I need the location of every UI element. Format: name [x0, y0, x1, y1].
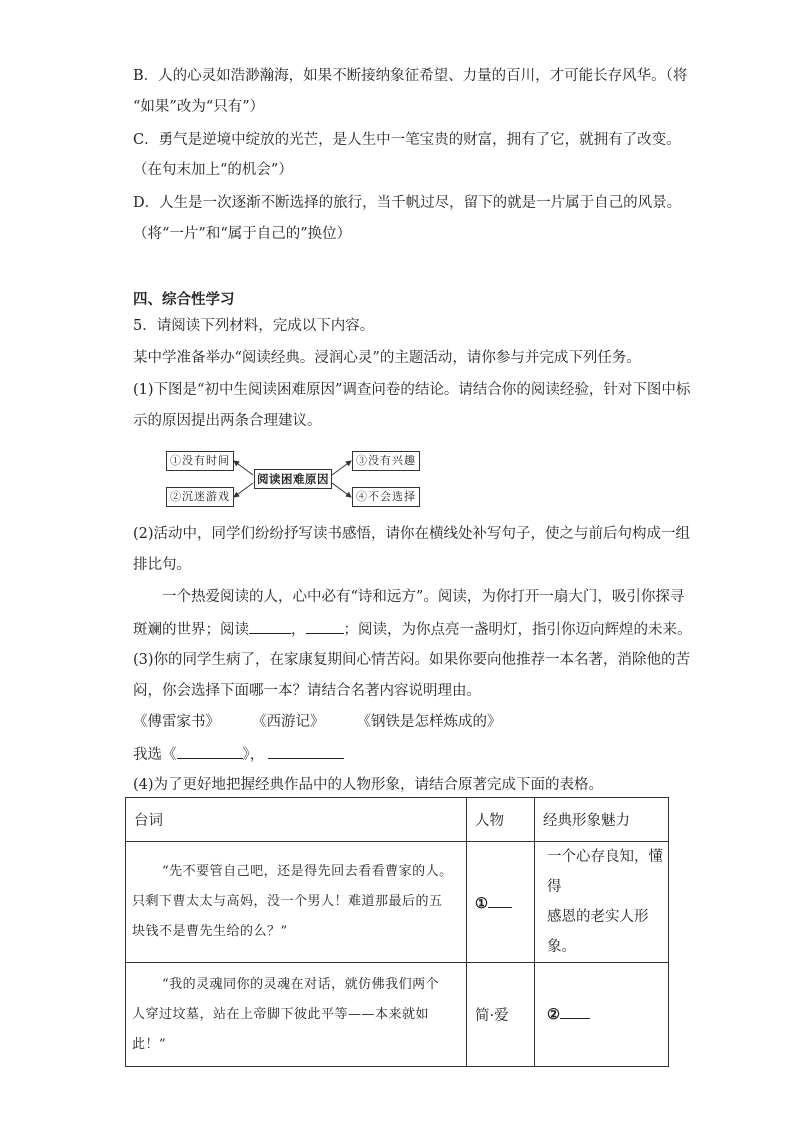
- part2-line2: 排比句。: [133, 557, 191, 573]
- row1-person-mark: ①: [475, 894, 488, 912]
- book-1: 《傅雷家书》: [133, 714, 220, 730]
- part3-line1: (3)你的同学生病了，在家康复期间心情苦闷。如果你要向他推荐一本名著，消除他的苦: [133, 652, 691, 668]
- reason-box-1: ①没有时间: [166, 451, 234, 471]
- part4-line1: (4)为了更好地把握经典作品中的人物形象，请结合原著完成下面的表格。: [133, 777, 604, 793]
- part2-line1: (2)活动中，同学们纷纷抒写读书感悟，请你在横线处补写句子，使之与前后句构成一组: [133, 526, 691, 542]
- book-2: 《西游记》: [252, 714, 325, 730]
- part2-para1: 一个热爱阅读的人，心中必有“诗和远方”。阅读，为你打开一扇大门，吸引你探寻: [162, 589, 685, 605]
- book-list: [133, 712, 502, 732]
- reason-box-2: ②沉迷游戏: [166, 487, 234, 507]
- part1-line2: 示的原因提出两条合理建议。: [133, 413, 322, 429]
- fill-blank-2[interactable]: [306, 619, 344, 634]
- part2-para2-b: ，: [291, 622, 306, 638]
- reason-blank[interactable]: [268, 744, 344, 759]
- header-quote: 台词: [126, 798, 467, 842]
- reason-box-4: ④不会选择: [352, 487, 420, 507]
- activity-intro: 某中学准备举办“阅读经典。浸润心灵”的主题活动，请你参与并完成下列任务。: [133, 350, 641, 366]
- row2-charm: [535, 963, 669, 1067]
- table-row: [126, 963, 669, 1067]
- reason-box-3: ③没有兴趣: [352, 451, 420, 471]
- row2-quote: [126, 963, 467, 1067]
- row1-quote-l1: “先不要管自己吧，还是得先回去看看曹家的人。: [162, 864, 453, 879]
- row2-quote-l3: 此！”: [132, 1036, 167, 1052]
- table-row: [126, 842, 669, 963]
- center-box: 阅读困难原因: [254, 469, 332, 489]
- option-d-line1: D．人生是一次逐渐不断选择的旅行，当千帆过尽，留下的就是一片属于自己的风景。: [133, 195, 682, 211]
- section-title: 四、综合性学习: [133, 291, 235, 308]
- row1-person: [467, 842, 535, 963]
- row2-charm-mark: ②: [547, 1005, 560, 1023]
- option-b-line2: “如果”改为“只有”）: [133, 99, 265, 115]
- row2-quote-l2: 人穿过坟墓，站在上帝脚下彼此平等——本来就如: [132, 1006, 430, 1022]
- row1-charm-l1: 一个心存良知，懂得: [547, 849, 663, 895]
- row1-quote-l3: 块钱不是曹先生给的么？”: [132, 924, 288, 939]
- choose-line: [133, 744, 344, 765]
- row1-quote-l2: 只剩下曹太太与高妈，没一个男人！难道那最后的五: [132, 894, 443, 909]
- part2-para2-c: ；阅读，为你点亮一盏明灯，指引你迈向辉煌的未来。: [343, 622, 692, 638]
- row2-person: 简·爱: [467, 963, 535, 1067]
- header-person: 人物: [467, 798, 535, 842]
- part1-line1: (1)下图是“初中生阅读困难原因”调查问卷的结论。请结合你的阅读经验，针对下图中标: [133, 382, 691, 398]
- row2-charm-blank[interactable]: [560, 1004, 590, 1019]
- row2-quote-l1: “我的灵魂同你的灵魂在对话，就仿佛我们两个: [162, 976, 440, 992]
- book-3: 《钢铁是怎样炼成的》: [356, 714, 502, 730]
- header-charm: 经典形象魅力: [535, 798, 669, 842]
- reading-difficulty-diagram: [166, 449, 420, 509]
- character-table: [125, 797, 669, 1067]
- option-b-line1: B．人的心灵如浩渺瀚海，如果不断接纳象征希望、力量的百川，才可能长存风华。（将: [133, 68, 688, 84]
- choose-prefix: 我选《: [133, 747, 177, 763]
- option-c-line2: （在句末加上“的机会”）: [133, 162, 293, 178]
- row1-quote: [126, 842, 467, 963]
- option-c-line1: C．勇气是逆境中绽放的光芒，是人生中一笔宝贵的财富，拥有了它，就拥有了改变。: [133, 132, 681, 148]
- part3-line2: 闷，你会选择下面哪一本？请结合名著内容说明理由。: [133, 683, 481, 699]
- row1-person-blank[interactable]: [488, 893, 512, 908]
- choose-mid: 》，: [242, 747, 265, 763]
- row1-charm: [535, 842, 669, 963]
- book-choice-blank[interactable]: [177, 744, 243, 759]
- part2-para2: [133, 619, 692, 640]
- table-header-row: [126, 798, 669, 842]
- part2-para2-a: 斑斓的世界；阅读: [133, 622, 249, 638]
- option-d-line2: （将“一片”和“属于自己的”换位）: [133, 226, 352, 242]
- fill-blank-1[interactable]: [249, 619, 291, 634]
- question-stem: 5．请阅读下列材料，完成以下内容。: [133, 318, 375, 334]
- row1-charm-l2: 感恩的老实人形象。: [547, 909, 649, 955]
